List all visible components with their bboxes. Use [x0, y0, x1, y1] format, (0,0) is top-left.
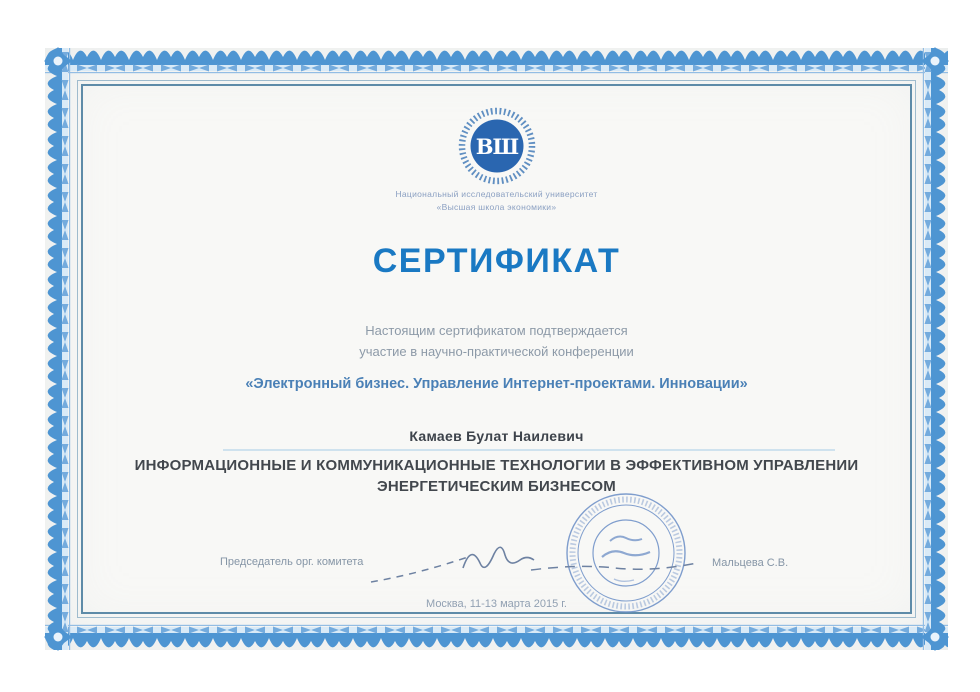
- statement-text: [45, 320, 948, 362]
- recipient-underline: [223, 449, 835, 451]
- signer-name: Мальцева С.В.: [712, 557, 789, 569]
- lace-border-top: [45, 48, 948, 74]
- lace-corner-top-left: [43, 46, 73, 76]
- university-name: [45, 188, 948, 214]
- lace-corner-bottom-right: [920, 622, 950, 652]
- statement-line1: Настоящим сертификатом подтверждается: [365, 323, 628, 338]
- certificate-title: СЕРТИФИКАТ: [372, 242, 621, 280]
- logo-monogram: ВШ: [475, 134, 518, 159]
- report-title-line2: ЭНЕРГЕТИЧЕСКИМ БИЗНЕСОМ: [377, 477, 616, 495]
- place-date-line: Москва, 11-13 марта 2015 г.: [426, 598, 567, 610]
- hse-logo: [45, 104, 948, 193]
- hse-logo-icon: [455, 104, 539, 188]
- university-name-line1: Национальный исследовательский университет: [395, 189, 598, 199]
- lace-corner-bottom-left: [43, 622, 73, 652]
- university-name-line2: «Высшая школа экономики»: [436, 202, 557, 213]
- signature-stroke-icon: [363, 526, 699, 588]
- signer-role-label: Председатель орг. комитета: [220, 556, 364, 568]
- lace-corner-top-right: [920, 46, 950, 76]
- statement-line2: участие в научно-практической конференции: [359, 344, 634, 360]
- lace-border-bottom: [45, 624, 948, 650]
- report-title-line1: ИНФОРМАЦИОННЫЕ И КОММУНИКАЦИОННЫЕ ТЕХНОЛОГИИ В ЭФФЕКТИВНОМ УПРАВЛЕНИИ: [134, 457, 859, 474]
- conference-title: «Электронный бизнес. Управление Интернет-проектами. Инновации»: [245, 376, 748, 392]
- report-title: [45, 456, 948, 497]
- certificate: [45, 48, 948, 650]
- recipient-name: Камаев Булат Наилевич: [409, 428, 584, 444]
